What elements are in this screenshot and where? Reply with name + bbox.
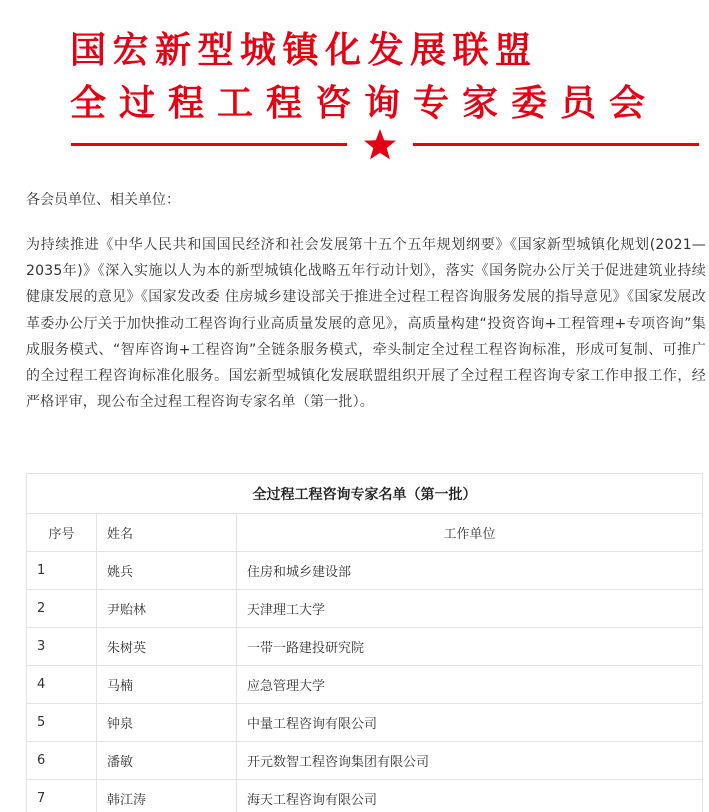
table-row — [27, 628, 703, 666]
row-no: 3 — [27, 628, 97, 666]
expert-list-table-wrap — [26, 473, 702, 812]
row-name: 韩江涛 — [97, 780, 237, 812]
row-unit: 天津理工大学 — [237, 590, 703, 628]
row-unit: 中量工程咨询有限公司 — [237, 704, 703, 742]
row-unit: 应急管理大学 — [237, 666, 703, 704]
header-title-line-1: 国宏新型城镇化发展联盟 — [70, 29, 538, 71]
expert-list-table — [26, 473, 703, 812]
row-name: 朱树英 — [97, 628, 237, 666]
row-name: 钟泉 — [97, 704, 237, 742]
row-unit: 海天工程咨询有限公司 — [237, 780, 703, 812]
row-no: 6 — [27, 742, 97, 780]
table-row — [27, 704, 703, 742]
table-row — [27, 780, 703, 812]
salutation: 各会员单位、相关单位： — [26, 192, 180, 208]
row-no: 4 — [27, 666, 97, 704]
header-title-line-2: 全过程工程咨询专家委员会 — [70, 82, 659, 124]
star-icon — [362, 127, 398, 163]
column-header-name: 姓名 — [97, 514, 237, 552]
row-name: 姚兵 — [97, 552, 237, 590]
table-row — [27, 666, 703, 704]
table-row — [27, 742, 703, 780]
table-row — [27, 552, 703, 590]
table-row — [27, 590, 703, 628]
table-caption-row — [27, 474, 703, 514]
column-header-unit: 工作单位 — [237, 514, 703, 552]
table-header-row — [27, 514, 703, 552]
row-no: 2 — [27, 590, 97, 628]
row-name: 尹贻林 — [97, 590, 237, 628]
row-unit: 开元数智工程咨询集团有限公司 — [237, 742, 703, 780]
row-name: 马楠 — [97, 666, 237, 704]
row-unit: 住房和城乡建设部 — [237, 552, 703, 590]
table-caption: 全过程工程咨询专家名单（第一批） — [27, 474, 703, 514]
header-rule-right — [413, 143, 699, 146]
body-paragraph: 为持续推进《中华人民共和国国民经济和社会发展第十五个五年规划纲要》《国家新型城镇化规划(2021—2035年)》《深入实施以人为本的新型城镇化战略五年行动计划》，落实《国务院办公厅关于促进建筑业持续健康发展的意见》《国家发改委 住房城乡建设部关于推进全过程工程咨询服务发展的指导意见》《国家发展改革委办公厅关于加快推动工程咨询行业高质量发展的意见》，高质量构建“投资咨询+工程管理+专项咨询”集成服务模式、“智库咨询+工程咨询”全链条服务模式，牵头制定全过程工程咨询标准，形成可复制、可推广的全过程工程咨询标准化服务。国宏新型城镇化发展联盟组织开展了全过程工程咨询专家工作申报工作，经严格评审，现公布全过程工程咨询专家名单（第一批）。 — [26, 237, 706, 411]
row-no: 1 — [27, 552, 97, 590]
header-rule-left — [71, 143, 347, 146]
row-unit: 一带一路建投研究院 — [237, 628, 703, 666]
row-name: 潘敏 — [97, 742, 237, 780]
column-header-no: 序号 — [27, 514, 97, 552]
row-no: 5 — [27, 704, 97, 742]
row-no: 7 — [27, 780, 97, 812]
